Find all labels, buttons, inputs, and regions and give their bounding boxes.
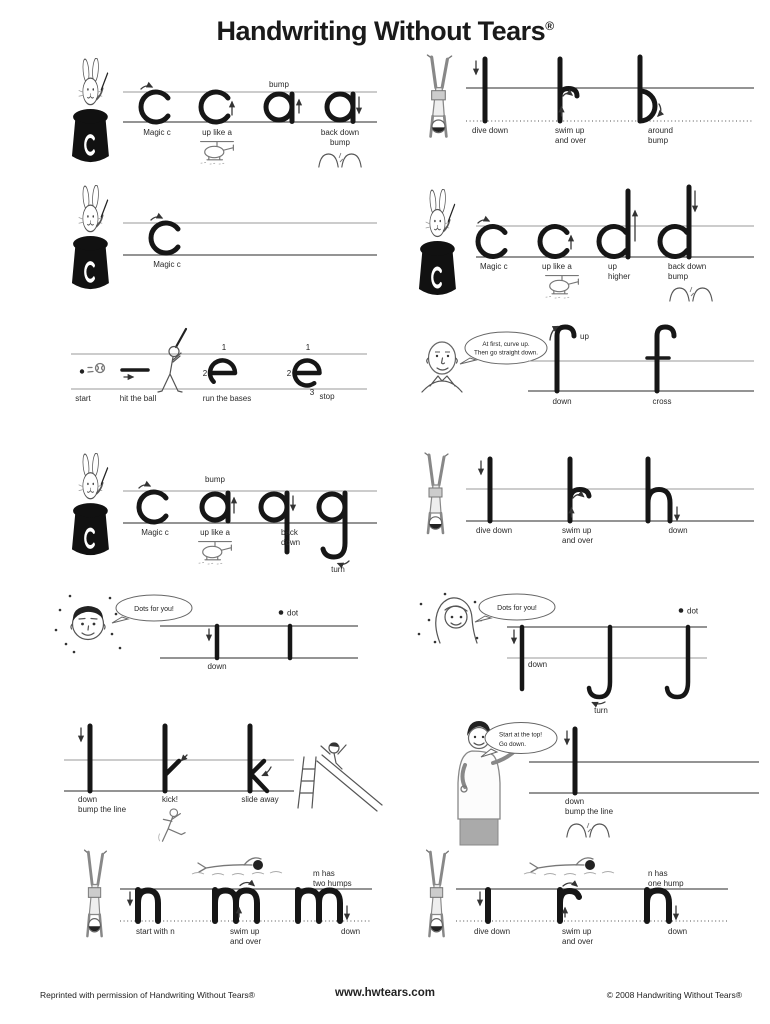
step-label: bump bbox=[648, 136, 669, 145]
bumps-icon bbox=[319, 153, 361, 167]
swimmer-illustration bbox=[524, 858, 614, 875]
step-label: down bbox=[565, 797, 585, 806]
step-label: up like a bbox=[202, 128, 232, 137]
i-dot bbox=[279, 610, 284, 615]
step-label: swim up bbox=[562, 927, 592, 936]
step-label: up bbox=[608, 262, 617, 271]
step-label: stop bbox=[319, 392, 335, 401]
letter-m-panel bbox=[50, 846, 395, 980]
bumps-icon bbox=[670, 287, 712, 301]
step-label: down bbox=[528, 660, 548, 669]
step-label: turn bbox=[594, 706, 608, 715]
helicopter-icon bbox=[201, 142, 234, 165]
letter-n-step2 bbox=[560, 890, 579, 921]
speech-bubble bbox=[112, 595, 192, 623]
slide-illustration bbox=[298, 742, 382, 811]
letter-e-partial bbox=[210, 360, 235, 381]
rabbit-magician-illustration bbox=[72, 452, 109, 555]
letter-f-step1 bbox=[557, 327, 574, 391]
bubble-text: Dots for you! bbox=[497, 605, 537, 612]
around-curve-arrow bbox=[658, 104, 661, 116]
writing-lines bbox=[529, 762, 759, 793]
step-label: back down bbox=[668, 262, 707, 271]
step-label: dive down bbox=[476, 526, 513, 535]
letter-k-panel bbox=[50, 711, 390, 850]
bubble-text: At first, curve up. bbox=[482, 341, 530, 348]
dot-label: dot bbox=[287, 608, 299, 618]
letter-d-step4 bbox=[660, 187, 689, 257]
girl-with-dots-illustration bbox=[418, 593, 483, 644]
diver-illustration bbox=[85, 850, 107, 936]
up-label: up bbox=[580, 332, 589, 341]
writing-lines bbox=[456, 889, 728, 921]
step-label: dive down bbox=[472, 126, 509, 135]
step-label: kick! bbox=[162, 795, 178, 804]
stroke-number: 2 bbox=[286, 369, 292, 378]
step-label: down bbox=[341, 927, 361, 936]
j-dot bbox=[679, 608, 684, 613]
step-label: around bbox=[648, 126, 673, 135]
step-label: bump bbox=[329, 138, 351, 147]
dot-label: dot bbox=[687, 606, 699, 616]
letter-a-step3 bbox=[266, 94, 292, 122]
letter-d-panel bbox=[410, 183, 760, 307]
step-label: run the bases bbox=[202, 394, 252, 403]
step-label: up like a bbox=[200, 528, 230, 537]
letter-f-step2 bbox=[647, 327, 674, 391]
step-label: and over bbox=[230, 937, 262, 946]
bump-label: bump bbox=[204, 475, 226, 484]
letter-c-step1 bbox=[141, 92, 168, 122]
step-label: down bbox=[552, 397, 572, 406]
bumps-icon bbox=[567, 823, 609, 837]
step-label: swim up bbox=[230, 927, 260, 936]
step-label: bump the line bbox=[565, 807, 614, 816]
writing-lines bbox=[528, 361, 754, 391]
speech-bubble bbox=[475, 594, 555, 622]
bump-label: bump bbox=[268, 80, 290, 89]
letter-b-step3 bbox=[640, 57, 655, 121]
step-label: back down bbox=[320, 128, 360, 137]
step-label: down bbox=[281, 538, 301, 547]
caption: two humps bbox=[313, 879, 352, 888]
step-label: Magic c bbox=[480, 262, 508, 271]
writing-lines bbox=[466, 88, 754, 121]
letter-c-step2 bbox=[201, 92, 228, 122]
letter-d-step3 bbox=[599, 191, 628, 257]
step-label: dive down bbox=[474, 927, 511, 936]
step-label: down bbox=[668, 526, 688, 535]
letter-h-panel bbox=[410, 451, 760, 565]
letter-h-step3 bbox=[648, 459, 670, 521]
turn-curve-arrow bbox=[593, 702, 606, 704]
slide-arrow bbox=[263, 767, 272, 776]
letter-g-step4 bbox=[319, 493, 345, 557]
step-label: higher bbox=[608, 272, 631, 281]
letter-h-step2 bbox=[570, 459, 589, 521]
step-label: start with n bbox=[136, 927, 175, 936]
writing-lines bbox=[466, 489, 754, 521]
step-label: down bbox=[78, 795, 98, 804]
step-label: and over bbox=[562, 536, 594, 545]
diver-illustration bbox=[427, 850, 449, 936]
step-label: and over bbox=[562, 937, 594, 946]
bubble-text: Go down. bbox=[499, 741, 526, 748]
step-label: Magic c bbox=[143, 128, 171, 137]
swimmer-illustration bbox=[192, 858, 282, 875]
letter-c-step1 bbox=[151, 223, 178, 253]
page-footer bbox=[0, 986, 770, 1006]
letter-j-step3 bbox=[667, 627, 688, 697]
letter-m-step3 bbox=[298, 890, 340, 921]
over-curve-arrow bbox=[240, 883, 254, 886]
writing-lines bbox=[507, 627, 707, 658]
step-label: down bbox=[207, 662, 227, 671]
letter-c-step1 bbox=[478, 227, 505, 257]
start-curve-arrow bbox=[151, 217, 162, 220]
start-dot-and-ball bbox=[80, 364, 105, 374]
bubble-text: Then go straight down. bbox=[473, 349, 539, 357]
over-curve-arrow bbox=[563, 93, 572, 96]
letter-k-step2 bbox=[165, 726, 179, 791]
letter-c-panel bbox=[55, 183, 395, 301]
bubble-text: Start at the top! bbox=[499, 731, 543, 739]
step-label: hit the ball bbox=[119, 394, 157, 403]
over-curve-arrow bbox=[563, 883, 577, 886]
boy-with-dots-illustration bbox=[55, 595, 122, 654]
step-label: bump the line bbox=[78, 805, 127, 814]
writing-lines bbox=[476, 226, 754, 257]
step-label: down bbox=[668, 927, 688, 936]
step-label: swim up bbox=[555, 126, 585, 135]
caption: one hump bbox=[648, 879, 684, 888]
stroke-number: 1 bbox=[305, 343, 311, 352]
letter-e-full bbox=[295, 360, 320, 385]
letter-n-panel bbox=[410, 846, 760, 980]
stroke-number: 2 bbox=[202, 369, 208, 378]
footer-permission: Reprinted with permission of Handwriting Without Tears® bbox=[40, 990, 255, 1000]
start-curve-arrow bbox=[141, 86, 152, 89]
step-label: Magic c bbox=[141, 528, 169, 537]
step-label: Magic c bbox=[153, 260, 181, 269]
step-label: start bbox=[75, 394, 91, 403]
letter-l-panel bbox=[415, 711, 760, 853]
step-label: bump bbox=[668, 272, 689, 281]
letter-g-panel bbox=[55, 451, 395, 581]
letter-j-step2 bbox=[589, 627, 610, 697]
helicopter-icon bbox=[546, 276, 579, 299]
letter-e-panel bbox=[55, 320, 395, 416]
letter-j-panel bbox=[415, 586, 760, 723]
helicopter-icon bbox=[199, 542, 232, 565]
letter-c-step1 bbox=[139, 492, 166, 522]
letter-m-step2 bbox=[215, 890, 257, 921]
speech-bubble bbox=[460, 332, 547, 364]
footer-copyright: © 2008 Handwriting Without Tears® bbox=[606, 990, 742, 1000]
start-curve-arrow bbox=[139, 485, 150, 488]
letter-n-step1 bbox=[138, 890, 158, 921]
caption: m has bbox=[313, 869, 335, 878]
step-label: and over bbox=[555, 136, 587, 145]
letter-a-panel bbox=[55, 58, 395, 176]
diver-illustration bbox=[427, 55, 451, 136]
step-label: back bbox=[281, 528, 298, 537]
letter-k-step3 bbox=[250, 726, 267, 791]
bubble-text: Dots for you! bbox=[134, 606, 174, 613]
letter-a-step4 bbox=[327, 94, 353, 122]
registered-mark: ® bbox=[545, 19, 554, 33]
karate-kick-icon bbox=[159, 809, 185, 841]
step-label: cross bbox=[652, 397, 672, 406]
turn-curve-arrow bbox=[338, 561, 349, 564]
rabbit-magician-illustration bbox=[72, 184, 109, 289]
caption: n has bbox=[648, 869, 668, 878]
letter-b-step2 bbox=[560, 59, 577, 121]
step-label: up like a bbox=[542, 262, 572, 271]
rabbit-magician-illustration bbox=[72, 57, 109, 162]
diver-illustration bbox=[425, 453, 448, 533]
letter-b-panel bbox=[410, 53, 760, 175]
letter-c-step2 bbox=[540, 227, 567, 257]
page-title: Handwriting Without Tears® bbox=[216, 16, 554, 46]
baseball-batter-illustration bbox=[158, 329, 186, 392]
letter-i-panel bbox=[50, 586, 395, 680]
start-curve-arrow bbox=[478, 220, 489, 223]
footer-website: www.hwtears.com bbox=[335, 987, 435, 999]
stroke-number: 3 bbox=[309, 388, 315, 397]
stroke-number: 1 bbox=[221, 343, 227, 352]
step-label: swim up bbox=[562, 526, 592, 535]
over-curve-arrow bbox=[573, 495, 584, 498]
letter-a-step2 bbox=[202, 493, 228, 521]
rabbit-magician-illustration bbox=[419, 188, 456, 295]
letter-n-step3 bbox=[647, 890, 669, 921]
letter-f-panel bbox=[410, 318, 760, 416]
step-label: turn bbox=[331, 565, 345, 574]
bald-man-illustration bbox=[422, 342, 462, 392]
writing-lines bbox=[160, 626, 358, 658]
step-label: slide away bbox=[241, 795, 279, 804]
speech-bubble bbox=[481, 723, 557, 758]
